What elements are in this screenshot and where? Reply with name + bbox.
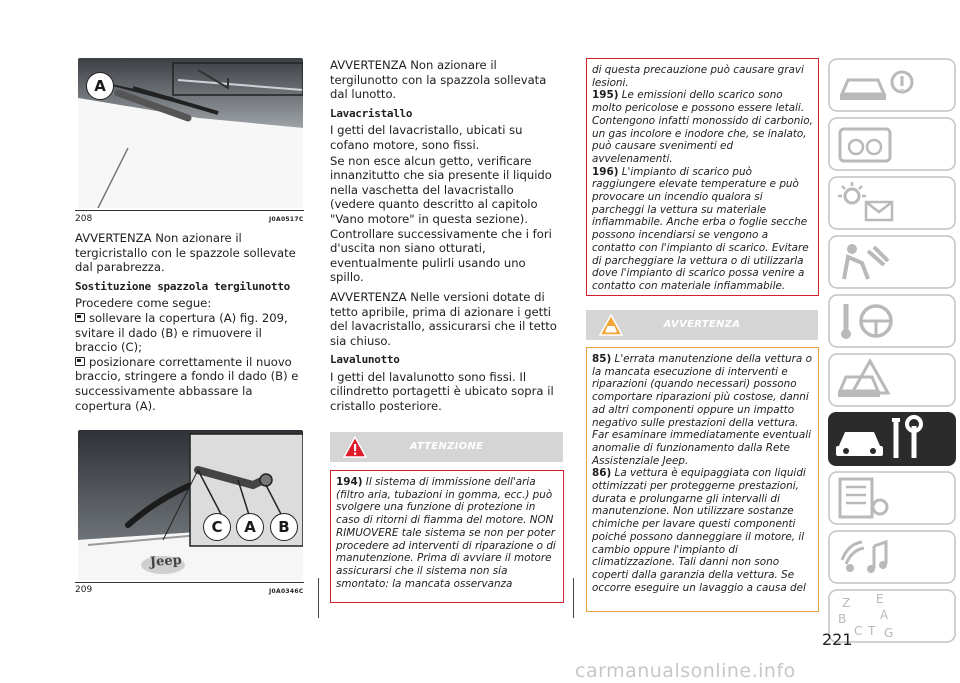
heading-washer: Lavacristallo [330,106,413,120]
sidebar-tab-multimedia[interactable] [828,530,956,584]
rear-washer-p: I getti del lavalunotto sono fissi. Il cilindretto portagetti è ubicato sopra il cristallo posteriore. [330,369,554,414]
heading-rear-wiper: Sostituzione spazzola tergilunotto [75,279,290,293]
warning-sunroof: AVVERTENZA Nelle versioni dotate di tetto apribile, prima di azionare i getti del lavacristallo, assicurarsi che il tetto sia chiuso. [330,289,557,348]
callout-C: C [203,513,231,541]
car-info-icon [828,58,956,112]
notes-85-86 [587,348,818,598]
column-divider-2 [573,578,574,618]
callout-B: B [270,513,298,541]
washer-p1: I getti del lavacristallo, ubicati su cofano motore, sono fissi. [330,123,523,152]
note-85: 85) L'errata manutenzione della vettura o la mancata esecuzione di interventi e riparazioni (quando necessari) possono comportare riparazioni più costose, danni ad altri componenti oppure un impatto negativo sulle prestazioni della vettura. Far esaminare immediatamente eventuali anomalie di funzionamento dalla Rete Assistenziale Jeep. [592,353,812,467]
warning-rear-wiper: AVVERTENZA Non azionare il tergilunotto con la spazzola sollevata dal lunotto. [330,58,547,102]
figure-209 [78,430,303,580]
index-letter-t: T [868,624,876,638]
sidebar-tab-lights[interactable] [828,176,956,230]
sidebar-tab-maintenance[interactable] [828,412,956,466]
page-number: 221 [822,630,853,649]
specs-list-icon [828,471,956,525]
rear-wiper-illustration [78,430,303,580]
attention-band [330,432,563,462]
continued-note-box [586,58,819,296]
maintenance-icon [828,412,956,466]
note-195: 195) Le emissioni dello scarico sono molto pericolose e possono essere letali. Contengono infatti monossido di carbonio, un gas incolore e inodore che, se inalato, può causare svenimenti ed avvelenamenti. [592,89,813,165]
index-letter-z: Z [842,596,851,610]
emergency-car-icon [828,353,956,407]
caution-note-box [586,347,819,612]
sidebar-tab-driving[interactable] [828,294,956,348]
jeep-badge: Jeep [149,552,183,571]
col1-text [75,231,307,413]
figure-208-code: J0A0517C [269,216,304,223]
note-86: 86) La vettura è equipaggiata con liquidi ottimizzati per proteggerne prestazioni, durata e prolungarne gli intervalli di manutenzione. Non utilizzare sostanze chimiche per lavare questi componenti poiché possono danneggiare il motore, il cambio oppure l'impianto di climatizzazione. Tali danni non sono coperti dalla garanzia della vettura. Se occorre eseguire un lavaggio a causa del [592,467,806,594]
sidebar-tab-emergency[interactable] [828,353,956,407]
step-1: sollevare la copertura (A) fig. 209, svitare il dado (B) e rimuovere il braccio (C); [75,310,288,355]
heading-rear-washer: Lavalunotto [330,353,400,367]
intro: Procedere come segue: [75,296,212,311]
col2-text [330,58,562,419]
watermark: carmanualsonline.info [575,660,796,682]
figure-208 [78,58,303,208]
index-letter-a: A [880,608,889,622]
multimedia-icon [828,530,956,584]
figure-208-rule [75,210,304,211]
caution-band [586,310,818,340]
figure-208-number: 208 [75,214,93,224]
sidebar-tab-safety[interactable] [828,235,956,289]
step-bullet-icon [75,313,85,322]
sidebar-tab-specs[interactable] [828,471,956,525]
step-bullet-icon [75,357,85,366]
index-letter-e: E [876,592,884,606]
callout-A: A [86,72,114,100]
sidebar-tab-dashboard[interactable] [828,117,956,171]
figure-209-code: J0A0346C [269,588,304,595]
note-continued: di questa precauzione può causare gravi lesioni. [592,64,804,89]
index-letter-b: B [838,612,847,626]
attention-title: ATTENZIONE [409,441,484,452]
step-2: posizionare correttamente il nuovo braccio, stringere a fondo il dado (B) e successivamente abbassare la copertura (A). [75,354,299,413]
lights-mail-icon [828,176,956,230]
note-196: 196) L'impianto di scarico può raggiungere elevate temperature e può provocare un incendio qualora si parcheggi la vettura su materiale infiammabile. Anche erba o foglie secche possono incendiarsi se vengono a contatto con l'impianto di scarico. Evitare di parcheggiare la vettura o di utilizzarla dove l'impianto di scarico possa venire a contatto con materiale infiammabile. [592,165,809,292]
notes-195-196 [587,59,818,297]
dashboard-icon [828,117,956,171]
attention-note-box [330,470,564,603]
washer-p2: Se non esce alcun getto, verificare innanzitutto che sia presente il liquido nella vaschetta del lavacristallo (vedere quanto descritto al capitolo "Vano motore" in questa sezione). Controllare successivamente che i fori d'uscita non siano otturati, eventualmente pulirli usando uno spillo. [330,153,552,285]
steering-wheel-icon [828,294,956,348]
index-letter-c: C [854,624,863,638]
safety-airbag-icon [828,235,956,289]
column-divider-1 [318,578,319,618]
caution-title: AVVERTENZA [663,319,741,330]
index-letter-g: G [884,626,894,640]
sidebar-tab-car-info[interactable] [828,58,956,112]
figure-209-number: 209 [75,585,93,595]
callout-A2: A [236,513,264,541]
figure-209-rule [75,582,304,583]
note-194: 194) Il sistema di immissione dell'aria (filtro aria, tubazioni in gomma, ecc.) può svolgere una funzione di protezione in caso di ritorni di fiamma del motore. NON RIMUOVERE tale sistema se non per poter procedere ad interventi di riparazione o di manutenzione. Prima di avviare il motore assicurarsi che il sistema non sia smontato: la mancata osservanza [336,476,556,590]
warning-wiper: AVVERTENZA Non azionare il tergicristallo con le spazzole sollevate dal parabrezza. [75,231,296,275]
